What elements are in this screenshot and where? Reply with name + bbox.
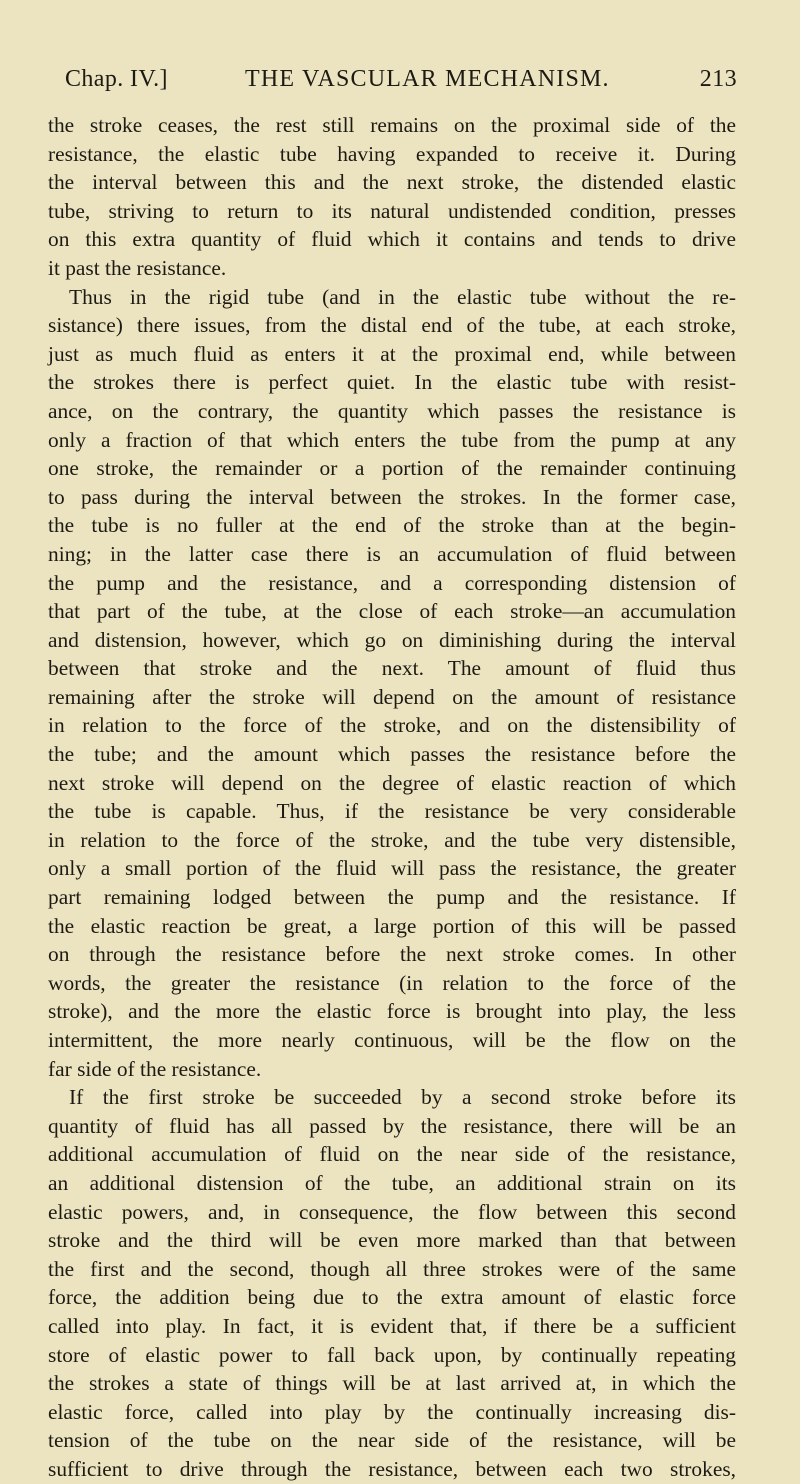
text-line: between that stroke and the next. The amount of fluid thus (48, 656, 736, 681)
text-line: one stroke, the remainder or a portion of the remainder continuing (48, 456, 736, 481)
text-line: only a small portion of the fluid will pass the resistance, the greater (48, 856, 736, 881)
text-line: just as much fluid as enters it at the proximal end, while between (48, 341, 736, 366)
text-line: it past the resistance. (48, 255, 227, 280)
text-line: Thus in the rigid tube (and in the elastic tube without the re- (69, 284, 736, 309)
text-line: the stroke ceases, the rest still remains on the proximal side of the (48, 113, 736, 137)
text-line: the interval between this and the next stroke, the distended elastic (48, 170, 736, 195)
text-line: intermittent, the more nearly continuous, will be the flow on the (48, 1028, 736, 1052)
text-line: elastic powers, and, in consequence, the flow between this second (48, 1199, 736, 1224)
text-line: stroke), and the more the elastic force is brought into play, the less (48, 999, 736, 1024)
text-line: force, the addition being due to the extra amount of elastic force (48, 1285, 736, 1310)
text-line: additional accumulation of fluid on the near side of the resistance, (48, 1142, 736, 1167)
text-line: ance, on the contrary, the quantity which passes the resistance is (48, 398, 736, 423)
chapter-label: Chap. IV.] (65, 66, 168, 92)
text-line: next stroke will depend on the degree of elastic reaction of which (48, 770, 736, 795)
text-line: quantity of fluid has all passed by the resistance, there will be an (48, 1113, 736, 1138)
text-line: the tube is capable. Thus, if the resistance be very considerable (48, 799, 736, 824)
text-line: in relation to the force of the stroke, and the tube very distensible, (48, 827, 736, 852)
text-line: an additional distension of the tube, an additional strain on its (48, 1170, 736, 1195)
text-line: the pump and the resistance, and a corresponding distension of (48, 570, 736, 595)
text-line: store of elastic power to fall back upon, by continually repeating (48, 1342, 736, 1367)
text-line: resistance, the elastic tube having expanded to receive it. During (48, 141, 736, 166)
text-line: sistance) there issues, from the distal end of the tube, at each stroke, (48, 313, 736, 338)
running-title: THE VASCULAR MECHANISM. (245, 66, 610, 92)
text-line: that part of the tube, at the close of each stroke—an accumulation (48, 599, 736, 624)
text-line: the tube is no fuller at the end of the stroke than at the begin- (48, 513, 736, 538)
text-line: tension of the tube on the near side of the resistance, will be (48, 1428, 736, 1453)
text-line: far side of the resistance. (48, 1056, 262, 1081)
text-line: on through the resistance before the next stroke comes. In other (48, 942, 736, 967)
text-line: the tube; and the amount which passes the resistance before the (48, 742, 736, 767)
text-line: to pass during the interval between the strokes. In the former case, (48, 484, 736, 509)
text-line: elastic force, called into play by the continually increasing dis- (48, 1399, 736, 1424)
text-line: remaining after the stroke will depend on the amount of resistance (48, 684, 736, 709)
text-line: sufficient to drive through the resistance, between each two strokes, (48, 1456, 736, 1481)
text-line: the strokes a state of things will be at last arrived at, in which the (48, 1371, 736, 1396)
page-number: 213 (699, 66, 737, 92)
text-line: tube, striving to return to its natural undistended condition, presses (48, 198, 736, 223)
text-line: only a fraction of that which enters the tube from the pump at any (48, 427, 736, 452)
text-line: in relation to the force of the stroke, and on the distensibility of (48, 713, 736, 738)
text-line: ning; in the latter case there is an accumulation of fluid between (48, 541, 736, 566)
text-line: the strokes there is perfect quiet. In the elastic tube with resist- (48, 370, 736, 395)
text-line: and distension, however, which go on diminishing during the interval (48, 627, 736, 652)
body-text (48, 111, 736, 1484)
text-line: If the first stroke be succeeded by a second stroke before its (69, 1085, 736, 1110)
text-line: stroke and the third will be even more marked than that between (48, 1228, 736, 1253)
text-line: words, the greater the resistance (in relation to the force of the (48, 970, 736, 995)
text-line: called into play. In fact, it is evident that, if there be a sufficient (48, 1313, 736, 1338)
text-line: the elastic reaction be great, a large portion of this will be passed (48, 913, 736, 938)
running-head (65, 66, 737, 102)
text-line: on this extra quantity of fluid which it contains and tends to drive (48, 227, 736, 252)
text-line: part remaining lodged between the pump and the resistance. If (48, 885, 736, 910)
text-line: the first and the second, though all three strokes were of the same (48, 1256, 736, 1281)
